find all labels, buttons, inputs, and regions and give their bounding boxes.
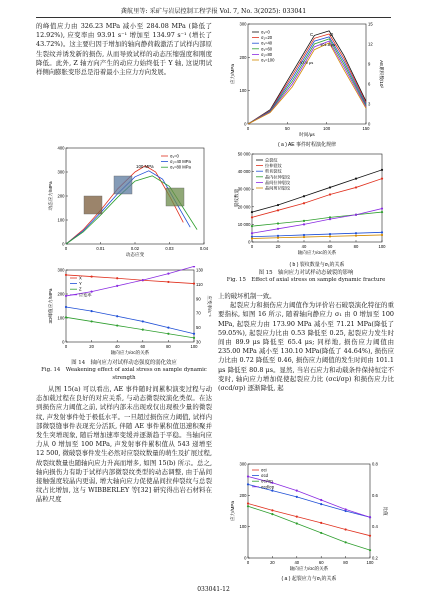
legend-entry: Y xyxy=(79,281,82,287)
time-annotation: 101.8 μs xyxy=(320,42,336,47)
data-point xyxy=(381,169,383,171)
legend-entry: X xyxy=(79,275,82,281)
data-point xyxy=(271,490,273,492)
y-tick-label: 0 xyxy=(244,121,247,127)
y-tick-label: 200 xyxy=(57,291,65,297)
y2-tick-label: 0.8 xyxy=(372,461,378,467)
legend-entry: 总裂纹 xyxy=(265,157,278,163)
data-point xyxy=(65,274,67,276)
data-point xyxy=(247,483,249,485)
data-point xyxy=(296,490,298,492)
data-point xyxy=(142,320,144,322)
y2-tick-label: 0 xyxy=(368,121,371,127)
legend-entry: σcd xyxy=(261,473,269,479)
x-tick-label: 150 xyxy=(362,126,370,131)
data-point xyxy=(381,178,383,180)
legend-entry: σ₁=20 xyxy=(261,35,273,41)
legend-entry: 晶间拉伸裂纹 xyxy=(265,179,291,185)
y-tick-label: 100 xyxy=(239,88,247,94)
data-point xyxy=(65,316,67,318)
y-tick-label: 100 xyxy=(57,315,65,321)
data-point xyxy=(345,528,347,530)
legend-entry: 应变率 xyxy=(79,292,92,298)
data-point xyxy=(369,516,371,518)
data-point xyxy=(193,333,195,335)
data-point xyxy=(345,541,347,543)
y-axis-label: 动态应力/MPa xyxy=(48,181,53,211)
legend-entry: σci/σp xyxy=(261,478,273,484)
subfigure-caption: ( a ) 起裂应力与σ₁的关系 xyxy=(281,576,337,582)
y-tick-label: 100 xyxy=(239,524,247,530)
y2-tick-label: 3 xyxy=(368,101,371,107)
y2-tick-label: 90 xyxy=(196,296,201,302)
x-tick-label: 40 xyxy=(114,344,120,349)
y2-tick-label: 70 xyxy=(196,310,201,316)
figure-15a xyxy=(222,20,394,148)
y2-tick-label: 0.6 xyxy=(372,492,378,498)
figure-14b xyxy=(44,266,212,358)
data-point xyxy=(296,516,298,518)
figure-15b xyxy=(222,150,394,268)
x-tick-label: 50 xyxy=(284,126,290,131)
legend-entry: σ₁=80 MPa xyxy=(170,164,191,170)
y2-tick-label: 15 xyxy=(368,21,373,27)
legend-entry: σ₁=40 MPa xyxy=(170,159,191,165)
legend-entry: σ₁=60 xyxy=(261,46,273,52)
y-tick-label: 40 000 xyxy=(237,169,251,175)
legend-entry: σ₁=0 xyxy=(170,153,179,159)
paragraph: 从图 15(a) 可以看出, AE 事件随时间累积演变过程与动态加载过程在良好的对应关系, 与动态微裂纹演化类似。在达到损伤应力阈值之前, 试样内部未出现或仅出现极少量的微裂纹, 声发射事件处于极低水平。一旦超过损伤应力阈值, 试样内部微裂缝事件表现充分活跃, 伴随 AE 事件累积值迅速积聚并发生突增现象, 随后增加速率变缓并逐渐趋于平稳。当轴向应力从 0 增加至 100 MPa, 声发射事件累积值从 543 递增至 12 500, 微破裂事件发生必然对应裂纹数量的萌生及扩展过程, 故裂纹数量也随轴向应力升高而增多, 如图 15(b) 所示。总之, 轴向损伤力有助于试样内部微裂纹类型的动态调整, 由于晶间接触强度较晶内更弱, 增大轴向应力促使晶间拉伸裂纹与总裂纹占比增加, 这与 WIBBERLEY 等[32] 研究得出岩石材料在晶粒尺度 xyxy=(36,385,212,504)
fig15-caption-cn: 图 15 轴向应力对试样动态破裂的影响 xyxy=(258,270,354,276)
y-tick-label: 300 xyxy=(239,461,247,467)
data-point xyxy=(91,310,93,312)
legend-entry: σ₁=100 xyxy=(261,57,275,63)
y2-axis-label: 应变率/s⁻¹ xyxy=(207,295,212,317)
y-axis-label: 3D峰值应力/MPa xyxy=(48,288,53,324)
data-point xyxy=(167,273,169,275)
y-tick-label: 200 xyxy=(57,193,65,199)
data-point xyxy=(355,235,357,237)
x-tick-label: 100 xyxy=(190,344,198,349)
x-tick-label: 20 xyxy=(275,244,281,249)
data-point xyxy=(355,186,357,188)
x-tick-label: 0.02 xyxy=(130,246,140,251)
x-tick-label: 80 xyxy=(166,344,171,349)
data-point xyxy=(116,277,118,279)
running-header: 龚航里等: 采矿与岩层控制工程学报 Vol. 7, No. 3(2025): 033041 xyxy=(120,8,307,15)
fig15-caption-en: Fig. 15 Effect of axial stress on sample dynamic fracture xyxy=(226,277,386,284)
y-tick-label: 0 xyxy=(62,339,65,345)
data-point xyxy=(369,549,371,551)
x-tick-label: 60 xyxy=(140,344,146,349)
data-point xyxy=(345,508,347,510)
data-point xyxy=(320,532,322,534)
data-point xyxy=(116,285,118,287)
data-point xyxy=(193,337,195,339)
y-axis-label: 应力/MPa xyxy=(230,501,235,521)
legend-entry: σ₁=80 xyxy=(261,51,273,57)
fig14-caption xyxy=(36,360,212,382)
data-point xyxy=(91,320,93,322)
data-point xyxy=(91,275,93,277)
y-tick-label: 30 000 xyxy=(237,186,251,192)
x-tick-label: 80 xyxy=(353,244,359,249)
y-axis-label: 应力/MPa xyxy=(230,64,235,84)
y2-axis-label: AE累积数/10³ xyxy=(379,60,384,88)
y-tick-label: 0 xyxy=(244,555,247,561)
x-tick-label: 80 xyxy=(343,560,348,565)
right-paragraph xyxy=(218,292,394,393)
data-point xyxy=(277,204,279,206)
header-rule xyxy=(36,17,391,18)
point-label-c: C xyxy=(310,32,314,37)
x-axis-label: 轴向应力/σc的关系 xyxy=(297,250,337,255)
data-point xyxy=(303,195,305,197)
y-tick-label: 10 000 xyxy=(237,221,251,227)
data-point xyxy=(193,266,195,268)
data-point xyxy=(355,232,357,234)
subfigure-caption: ( a ) AE 事件时程演化规律 xyxy=(277,142,337,148)
data-point xyxy=(355,214,357,216)
x-tick-label: 0 xyxy=(64,344,68,349)
y-tick-label: 0 xyxy=(62,241,65,247)
data-point xyxy=(369,535,371,537)
y2-tick-label: 50 xyxy=(196,325,201,331)
x-tick-label: 20 xyxy=(270,560,275,565)
y-tick-label: 100 xyxy=(57,217,65,223)
data-point xyxy=(277,237,279,239)
legend-entry: 晶间剪切裂纹 xyxy=(265,185,291,191)
data-point xyxy=(320,499,322,501)
y2-tick-label: 30 xyxy=(196,339,201,345)
data-point xyxy=(381,207,383,209)
data-point xyxy=(116,324,118,326)
data-point xyxy=(251,211,253,213)
data-point xyxy=(277,209,279,211)
y-tick-label: 20 000 xyxy=(237,204,251,210)
figure-14a xyxy=(44,144,212,262)
y2-tick-label: 130 xyxy=(196,267,203,273)
data-point xyxy=(355,178,357,180)
data-point xyxy=(303,223,305,225)
subfigure-caption: ( b ) 裂纹数量与σ₁的关系 xyxy=(289,262,345,268)
x-tick-label: 40 xyxy=(294,560,300,565)
y-tick-label: 400 xyxy=(57,145,65,151)
x-tick-label: 60 xyxy=(327,244,333,249)
data-point xyxy=(142,329,144,331)
plot-frame xyxy=(66,270,194,342)
y2-tick-label: 0.2 xyxy=(372,555,378,561)
x-axis-label: 时间/μs xyxy=(299,132,315,137)
peak-stress-line xyxy=(66,275,194,287)
data-point xyxy=(329,193,331,195)
x-tick-label: 100 xyxy=(366,560,374,565)
curve-annotation: 100 MPa xyxy=(136,164,154,169)
data-point xyxy=(247,502,249,504)
legend-entry: σci xyxy=(261,467,267,473)
y2-tick-label: 9 xyxy=(368,61,371,67)
x-axis-label: 轴向应力/σc的关系 xyxy=(289,566,329,571)
point-label-d: D xyxy=(330,32,334,37)
y2-tick-label: 6 xyxy=(368,81,371,87)
crack-count-line xyxy=(252,232,382,236)
x-tick-label: 0 xyxy=(246,560,250,565)
data-point xyxy=(65,306,67,308)
crack-count-line xyxy=(252,212,382,226)
y-tick-label: 200 xyxy=(239,492,247,498)
data-point xyxy=(329,186,331,188)
data-point xyxy=(116,315,118,317)
x-tick-label: 0 xyxy=(246,126,250,131)
data-point xyxy=(381,211,383,213)
y-tick-label: 300 xyxy=(57,267,65,273)
data-point xyxy=(296,496,298,498)
data-point xyxy=(296,522,298,524)
crack-count-line xyxy=(252,235,382,239)
sample-cube-image xyxy=(114,176,132,194)
y-tick-label: 50 000 xyxy=(237,151,251,157)
data-point xyxy=(329,235,331,237)
legend-entry: σ₁=0 xyxy=(261,29,270,35)
sample-cube-image xyxy=(84,196,102,214)
data-point xyxy=(320,503,322,505)
y2-tick-label: 110 xyxy=(196,281,203,287)
data-point xyxy=(271,509,273,511)
stress-line xyxy=(248,504,370,536)
data-point xyxy=(251,225,253,227)
legend-entry: Z xyxy=(79,286,82,292)
x-tick-label: 0.04 xyxy=(199,246,209,251)
time-annotation: 97.9 μs xyxy=(300,60,314,65)
data-point xyxy=(167,333,169,335)
data-point xyxy=(65,295,67,297)
x-tick-label: 100 xyxy=(378,244,386,249)
legend-entry: 剪切裂纹 xyxy=(265,168,282,174)
data-point xyxy=(251,232,253,234)
x-tick-label: 0 xyxy=(250,244,254,249)
data-point xyxy=(329,218,331,220)
paragraph: 起裂应力和损伤应力阈值作为评价岩石破裂演化特征的重要指标, 如图 16 所示, 随着轴向静应力 σ₁ 由 0 增加至 100 MPa, 起裂应力由 173.90 MPa 减小至 71.21 MPa(降低了 59.05%), 起裂应力比由 0.53 降低至 0.25, 起裂应力发生时间由 89.9 μs 降低至 65.4 μs; 同样地, 损伤应力阈值由 235.00 MPa 减小至 130.10 MPa(降低了 44.64%), 损伤应力比由 0.72 降低至 0.46, 损伤应力阈值的发生时间由 101.1 μs 降低至 80.8 μs。显然, 当岩石应力和动载条件保持恒定不变时, 轴向应力增加促使起裂应力比 (σci/σp) 和损伤应力比 (σcd/σp) 逐渐降低, 起 xyxy=(218,301,394,393)
y2-axis-label: 比值 xyxy=(383,506,388,516)
data-point xyxy=(247,475,249,477)
data-point xyxy=(142,279,144,281)
x-tick-label: 0.03 xyxy=(165,246,174,251)
figure-16a xyxy=(222,460,394,582)
fig15-caption xyxy=(218,270,394,285)
y-axis-label: 裂纹数量 xyxy=(234,188,239,208)
paragraph: 的峰值应力由 326.23 MPa 减小至 284.08 MPa (降低了 12.92%), 应变率由 93.91 s⁻¹ 增加至 134.97 s⁻¹ (增长了 43.72%)。这主要归因于增加的轴向静荷载激活了试样内部原生裂纹并诱发新的损伤, 从而导致试样的动态压缩强度和刚度降低。此外, Z 轴方向产生的动应力始终低于 Y 轴, 这说明试样侧向膨胀变形总是沿着最小主应力方向发展。 xyxy=(36,22,212,77)
y-tick-label: 300 xyxy=(239,21,247,27)
data-point xyxy=(381,234,383,236)
sample-cube-image xyxy=(166,188,184,206)
x-axis-label: 轴向应力/σc的关系 xyxy=(110,350,150,355)
data-point xyxy=(167,327,169,329)
peak-stress-line xyxy=(66,317,194,338)
page-number: 033041-12 xyxy=(197,586,230,593)
data-point xyxy=(381,231,383,233)
x-tick-label: 0.01 xyxy=(96,246,105,251)
data-point xyxy=(303,236,305,238)
data-point xyxy=(247,505,249,507)
x-tick-label: 40 xyxy=(301,244,307,249)
x-tick-label: 60 xyxy=(318,560,324,565)
legend-entry: 晶内拉伸裂纹 xyxy=(265,174,291,180)
x-tick-label: 100 xyxy=(323,126,331,131)
y2-tick-label: 12 xyxy=(368,41,373,47)
x-tick-label: 20 xyxy=(89,344,94,349)
legend-entry: 拉伸裂纹 xyxy=(265,163,282,169)
data-point xyxy=(277,228,279,230)
left-bottom-paragraph xyxy=(36,385,212,505)
data-point xyxy=(303,202,305,204)
legend-entry: σ₁=40 xyxy=(261,40,273,46)
paragraph: 上的破坏机制一致。 xyxy=(218,292,276,300)
x-axis-label: 动态应变 xyxy=(125,252,145,257)
data-point xyxy=(251,216,253,218)
fig14-caption-cn: 图 14 轴向应力对试样动态强度的弱化效应 xyxy=(71,360,177,366)
data-point xyxy=(277,222,279,224)
left-top-paragraph xyxy=(36,22,212,77)
y-tick-label: 200 xyxy=(239,54,247,60)
data-point xyxy=(303,234,305,236)
data-point xyxy=(303,220,305,222)
x-tick-label: 0 xyxy=(64,246,68,251)
data-point xyxy=(320,522,322,524)
data-point xyxy=(167,281,169,283)
data-point xyxy=(329,233,331,235)
data-point xyxy=(251,237,253,239)
y2-tick-label: 0.4 xyxy=(372,524,378,530)
fig14-caption-en: Fig. 14 Weakening effect of axial stress on sample dynamic strength xyxy=(41,367,207,381)
legend-entry: σcd/σp xyxy=(261,484,275,490)
y-tick-label: 0 xyxy=(248,239,251,245)
data-point xyxy=(277,235,279,237)
data-point xyxy=(271,513,273,515)
y-tick-label: 300 xyxy=(57,169,65,175)
data-point xyxy=(193,282,195,284)
